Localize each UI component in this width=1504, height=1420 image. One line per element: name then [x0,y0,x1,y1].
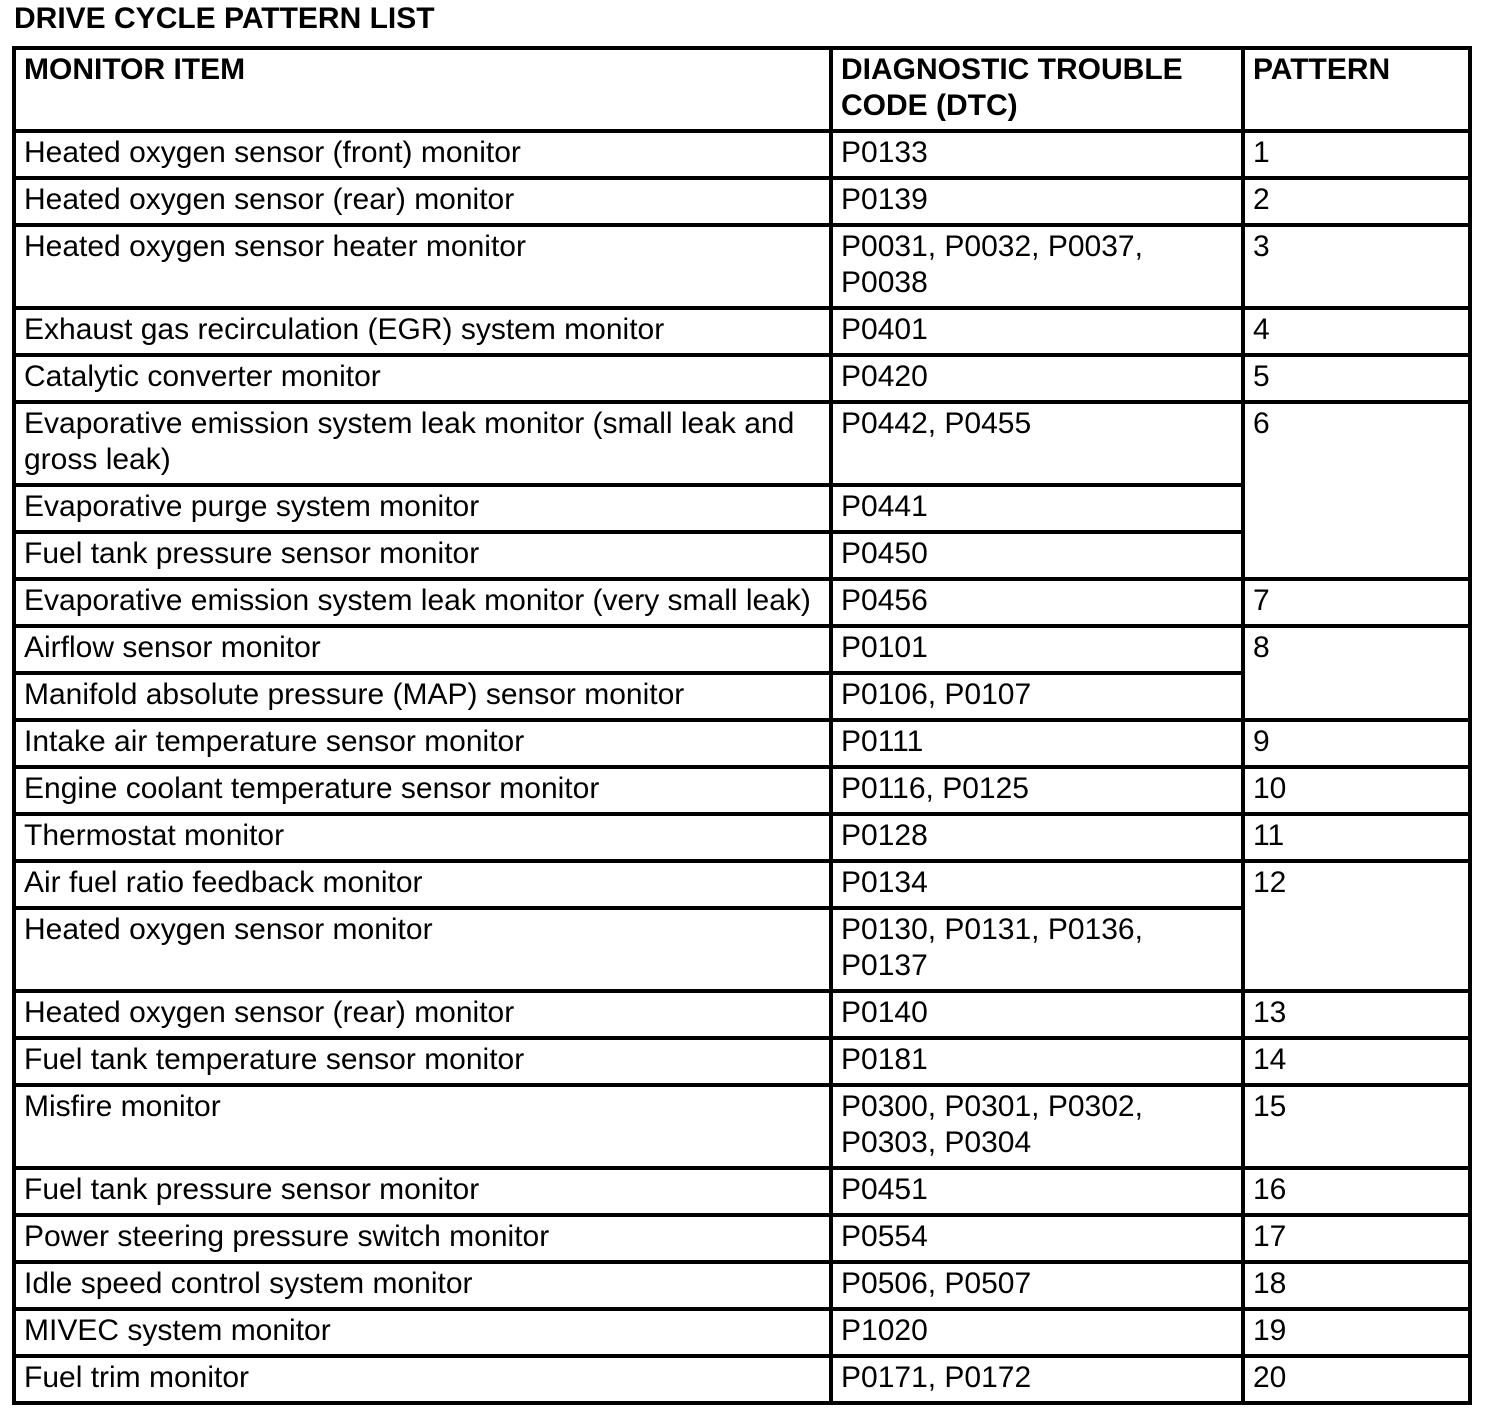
drive-cycle-pattern-table [12,46,1472,1405]
dtc-cell: P0031, P0032, P0037, P0038 [831,225,1243,308]
dtc-cell: P0116, P0125 [831,767,1243,814]
table-row [14,1215,1470,1262]
dtc-cell: P0554 [831,1215,1243,1262]
header-pattern: PATTERN [1243,48,1470,131]
dtc-cell: P1020 [831,1309,1243,1356]
dtc-cell: P0111 [831,720,1243,767]
pattern-cell: 8 [1243,626,1470,720]
table-row [14,1262,1470,1309]
dtc-cell: P0442, P0455 [831,402,1243,485]
monitor-item-cell: Engine coolant temperature sensor monitor [14,767,831,814]
pattern-cell: 4 [1243,308,1470,355]
dtc-cell: P0506, P0507 [831,1262,1243,1309]
monitor-item-cell: Idle speed control system monitor [14,1262,831,1309]
pattern-cell: 18 [1243,1262,1470,1309]
monitor-item-cell: Evaporative purge system monitor [14,485,831,532]
monitor-item-cell: Heated oxygen sensor (rear) monitor [14,991,831,1038]
monitor-item-cell: Heated oxygen sensor heater monitor [14,225,831,308]
header-monitor-item: MONITOR ITEM [14,48,831,131]
pattern-cell: 19 [1243,1309,1470,1356]
table-row [14,1309,1470,1356]
dtc-cell: P0101 [831,626,1243,673]
dtc-cell: P0181 [831,1038,1243,1085]
monitor-item-cell: Heated oxygen sensor (front) monitor [14,131,831,178]
table-row [14,131,1470,178]
table-row [14,814,1470,861]
dtc-cell: P0130, P0131, P0136, P0137 [831,908,1243,991]
pattern-cell: 3 [1243,225,1470,308]
table-row [14,178,1470,225]
dtc-cell: P0441 [831,485,1243,532]
monitor-item-cell: Evaporative emission system leak monitor (very small leak) [14,579,831,626]
table-row [14,1356,1470,1403]
pattern-cell: 20 [1243,1356,1470,1403]
dtc-cell: P0401 [831,308,1243,355]
monitor-item-cell: Air fuel ratio feedback monitor [14,861,831,908]
table-row [14,720,1470,767]
table-body [14,131,1470,1403]
monitor-item-cell: Thermostat monitor [14,814,831,861]
pattern-cell: 11 [1243,814,1470,861]
monitor-item-cell: Airflow sensor monitor [14,626,831,673]
pattern-cell: 17 [1243,1215,1470,1262]
header-dtc: DIAGNOSTIC TROUBLE CODE (DTC) [831,48,1243,131]
dtc-cell: P0139 [831,178,1243,225]
table-row [14,402,1470,485]
pattern-cell: 12 [1243,861,1470,991]
pattern-cell: 16 [1243,1168,1470,1215]
monitor-item-cell: Intake air temperature sensor monitor [14,720,831,767]
dtc-cell: P0134 [831,861,1243,908]
dtc-cell: P0106, P0107 [831,673,1243,720]
table-row [14,1038,1470,1085]
monitor-item-cell: Fuel tank pressure sensor monitor [14,532,831,579]
dtc-cell: P0451 [831,1168,1243,1215]
dtc-cell: P0450 [831,532,1243,579]
monitor-item-cell: MIVEC system monitor [14,1309,831,1356]
header-row [14,48,1470,131]
monitor-item-cell: Misfire monitor [14,1085,831,1168]
page-title: DRIVE CYCLE PATTERN LIST [14,2,435,35]
table-row [14,991,1470,1038]
table-row [14,355,1470,402]
pattern-cell: 14 [1243,1038,1470,1085]
dtc-cell: P0140 [831,991,1243,1038]
monitor-item-cell: Heated oxygen sensor monitor [14,908,831,991]
monitor-item-cell: Fuel tank pressure sensor monitor [14,1168,831,1215]
pattern-cell: 6 [1243,402,1470,579]
monitor-item-cell: Exhaust gas recirculation (EGR) system monitor [14,308,831,355]
table-row [14,767,1470,814]
table-row [14,1085,1470,1168]
monitor-item-cell: Heated oxygen sensor (rear) monitor [14,178,831,225]
monitor-item-cell: Fuel trim monitor [14,1356,831,1403]
document-page [12,4,1504,1405]
table-row [14,579,1470,626]
monitor-item-cell: Evaporative emission system leak monitor (small leak and gross leak) [14,402,831,485]
dtc-cell: P0171, P0172 [831,1356,1243,1403]
dtc-cell: P0300, P0301, P0302, P0303, P0304 [831,1085,1243,1168]
monitor-item-cell: Power steering pressure switch monitor [14,1215,831,1262]
monitor-item-cell: Catalytic converter monitor [14,355,831,402]
dtc-cell: P0128 [831,814,1243,861]
pattern-cell: 1 [1243,131,1470,178]
table-row [14,1168,1470,1215]
pattern-cell: 2 [1243,178,1470,225]
dtc-cell: P0133 [831,131,1243,178]
table-row [14,626,1470,673]
monitor-item-cell: Manifold absolute pressure (MAP) sensor monitor [14,673,831,720]
pattern-cell: 13 [1243,991,1470,1038]
dtc-cell: P0456 [831,579,1243,626]
pattern-cell: 9 [1243,720,1470,767]
pattern-cell: 10 [1243,767,1470,814]
table-row [14,308,1470,355]
table-row [14,225,1470,308]
pattern-cell: 7 [1243,579,1470,626]
dtc-cell: P0420 [831,355,1243,402]
table-row [14,861,1470,908]
pattern-cell: 5 [1243,355,1470,402]
pattern-cell: 15 [1243,1085,1470,1168]
monitor-item-cell: Fuel tank temperature sensor monitor [14,1038,831,1085]
